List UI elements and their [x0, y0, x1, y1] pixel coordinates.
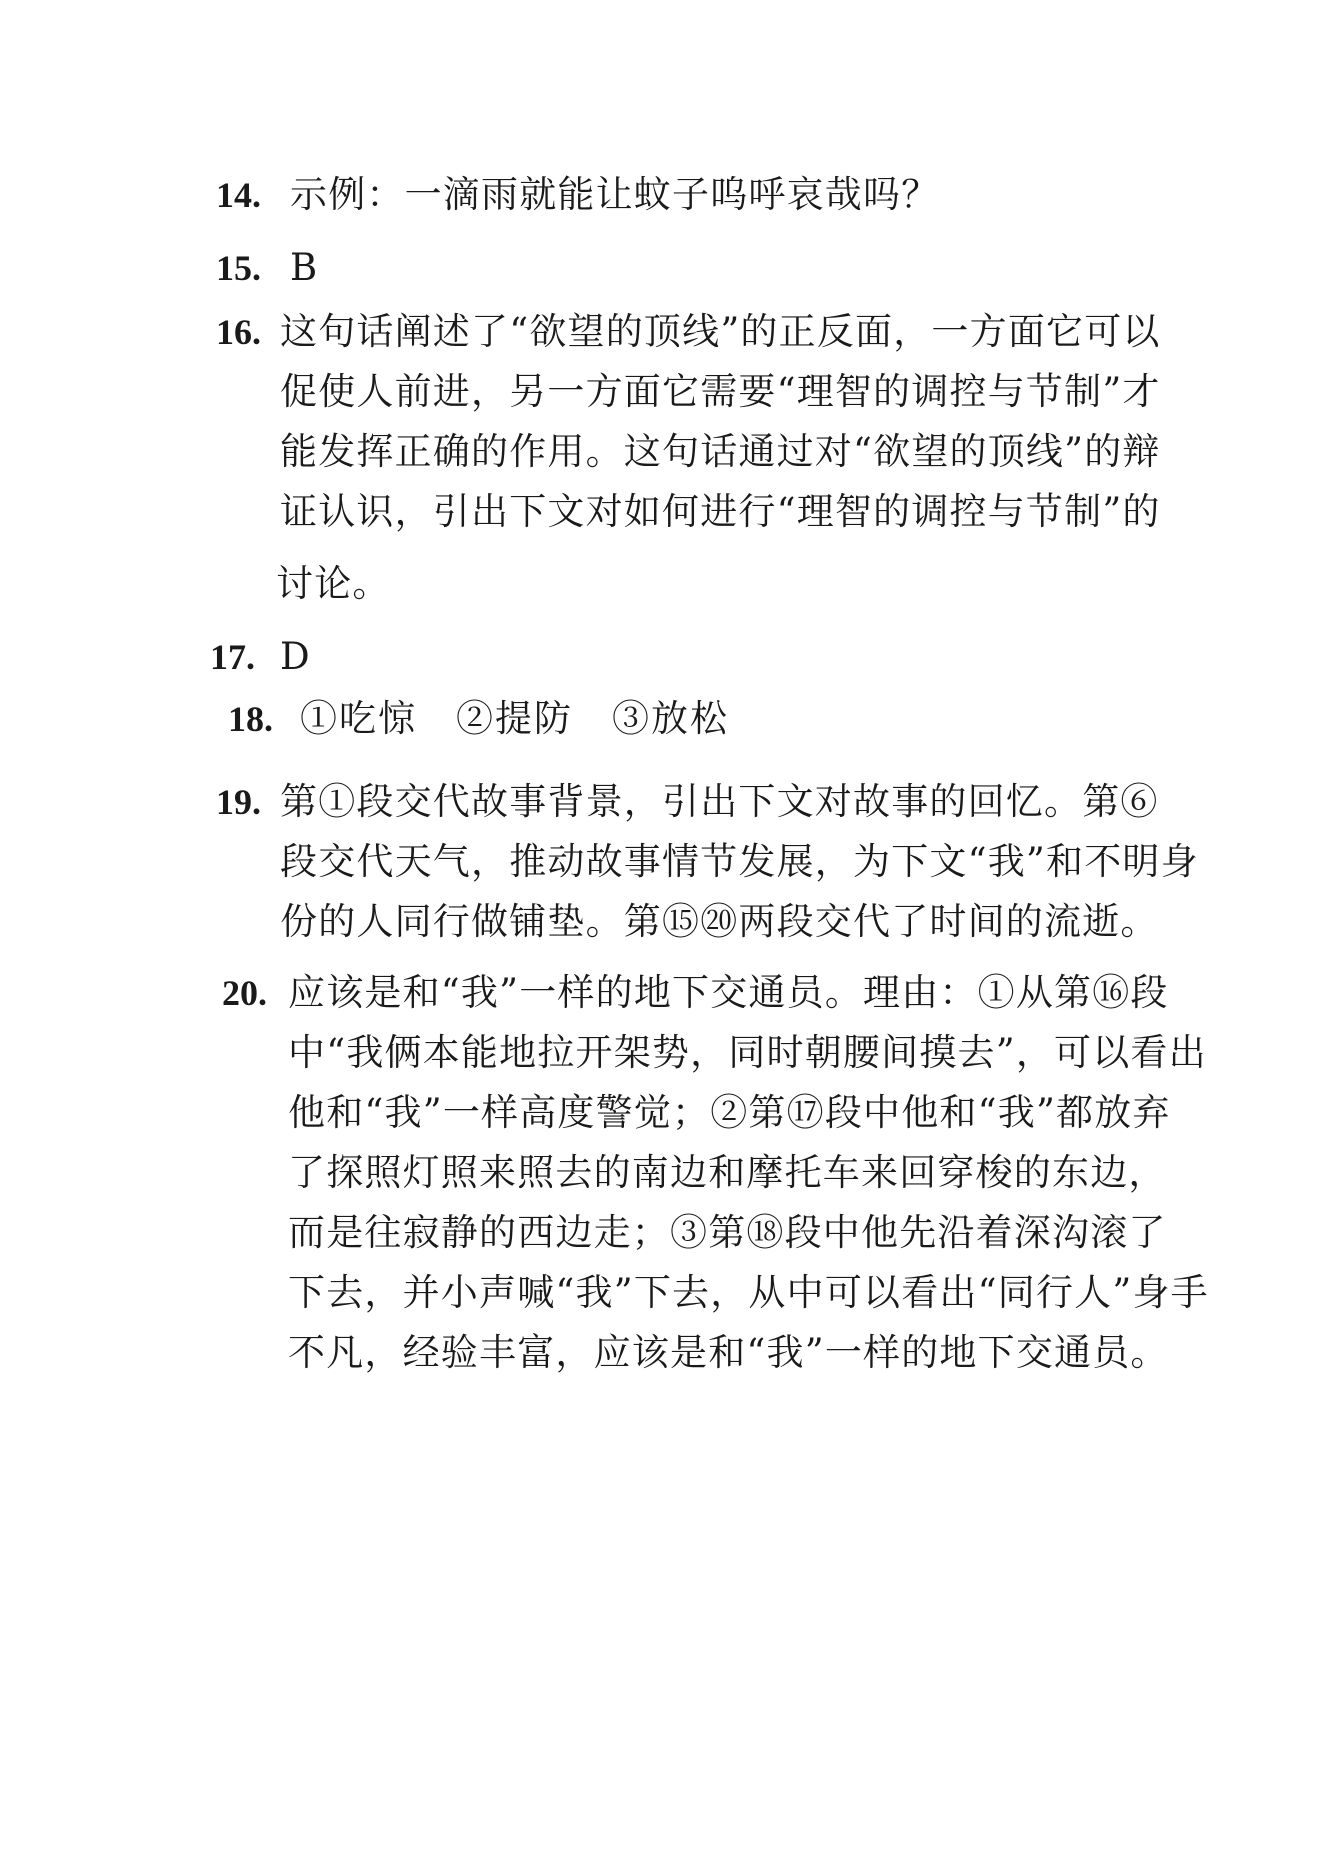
answer-text-line: 应该是和“我”一样的地下交通员。理由：①从第⑯段	[288, 971, 1169, 1014]
answer-text-line: 能发挥正确的作用。这句话通过对“欲望的顶线”的辩	[280, 430, 1161, 473]
answer-text-line: 下去，并小声喊“我”下去，从中可以看出“同行人”身手	[288, 1271, 1209, 1314]
answer-text-line: ①吃惊 ②提防 ③放松	[300, 697, 729, 740]
answer-text-line: 示例：一滴雨就能让蚊子呜呼哀哉吗？	[290, 173, 940, 216]
answer-text-line: 中“我俩本能地拉开架势，同时朝腰间摸去”，可以看出	[288, 1031, 1207, 1074]
answer-number: 18.	[228, 699, 273, 739]
answer-number: 17.	[210, 637, 255, 677]
answer-text-line: D	[280, 635, 311, 678]
answer-text-line: 段交代天气，推动故事情节发展，为下文“我”和不明身	[280, 840, 1199, 883]
answer-text-line: 这句话阐述了“欲望的顶线”的正反面，一方面它可以	[280, 310, 1161, 353]
answer-text-line: 讨论。	[276, 562, 391, 605]
answer-text-line: 第①段交代故事背景，引出下文对故事的回忆。第⑥	[280, 780, 1159, 823]
answer-text-line: 份的人同行做铺垫。第⑮⑳两段交代了时间的流逝。	[280, 900, 1159, 943]
answer-text-line: 他和“我”一样高度警觉；②第⑰段中他和“我”都放弃	[288, 1091, 1171, 1134]
answer-text-line: B	[290, 246, 319, 289]
answer-text-line: 不凡，经验丰富，应该是和“我”一样的地下交通员。	[288, 1331, 1169, 1374]
answer-number: 14.	[216, 175, 261, 215]
answer-number: 20.	[222, 973, 267, 1013]
answer-text-line: 证认识，引出下文对如何进行“理智的调控与节制”的	[280, 490, 1161, 533]
answer-number: 19.	[216, 782, 261, 822]
answer-text-line: 促使人前进，另一方面它需要“理智的调控与节制”才	[280, 370, 1161, 413]
answer-number: 15.	[216, 248, 261, 288]
answer-number: 16.	[216, 312, 261, 352]
answer-text-line: 而是往寂静的西边走；③第⑱段中他先沿着深沟滚了	[288, 1211, 1167, 1254]
answer-text-line: 了探照灯照来照去的南边和摩托车来回穿梭的东边，	[288, 1151, 1167, 1194]
